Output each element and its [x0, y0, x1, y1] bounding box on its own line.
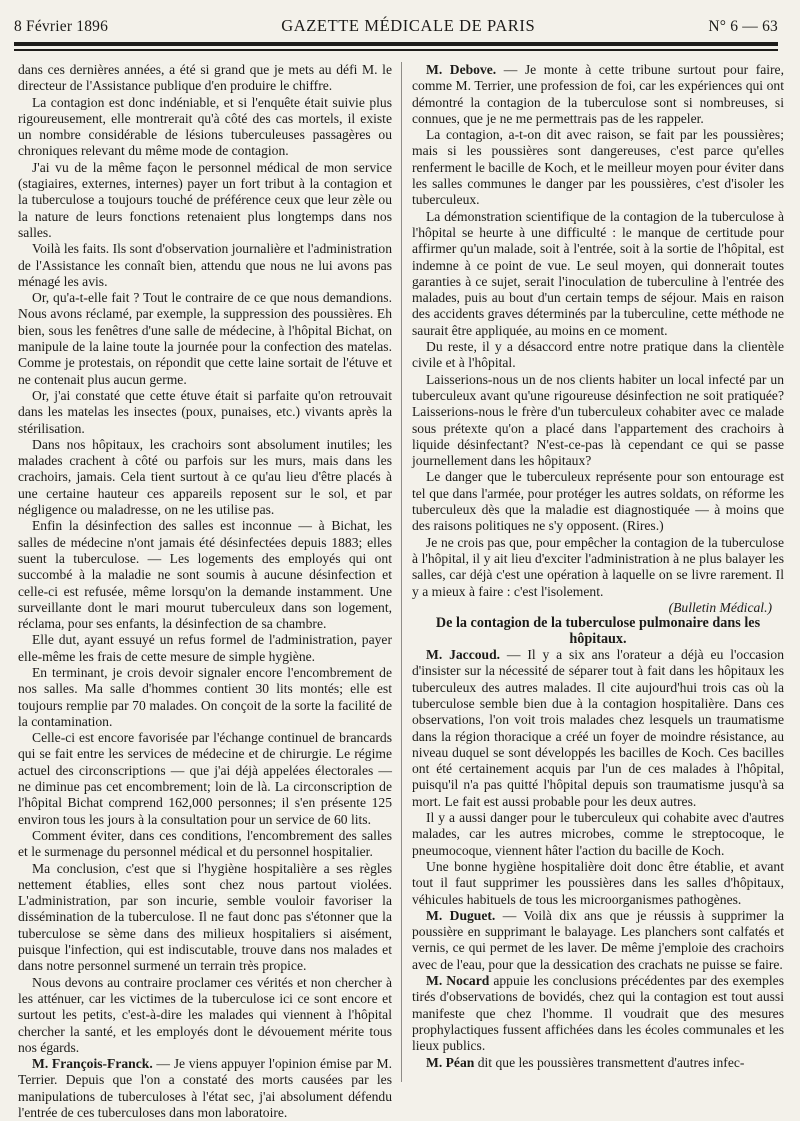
paragraph-text: dans ces dernières années, a été si grand que je mets au défi M. le directeur de l'Assistance publique d'en produire le chiffre.: [18, 62, 392, 94]
header-rule-thick: [14, 42, 778, 46]
paragraph-text: Ma conclusion, c'est que si l'hygiène hospitalière a ses règles nettement établies, elles sont chez nous partout violées. L'administration, par son incurie, semble vouloir favoriser la dissémination de la tuberculose. Il ne faut donc pas s'étonner que la tuberculose se sème dans des milieux hospitaliers si aisément, puisque l'infection, qui est indiscutable, trouve dans nos malades et dans notre personnel surmené un terrain très propice.: [18, 860, 392, 974]
paragraph: [18, 975, 392, 1056]
paragraph-text: Voilà les faits. Ils sont d'observation journalière et l'administration de l'Assistance les connaît bien, attendu que nous ne lui avons pas ménagé les avis.: [18, 241, 392, 289]
speaker-name: M. François-Franck.: [32, 1056, 153, 1072]
paragraph: [412, 908, 784, 973]
paragraph: [18, 1056, 392, 1121]
paragraph-text: Elle dut, ayant essuyé un refus formel de l'administration, payer elle-même les frais de cette mesure de simple hygiène.: [18, 632, 392, 664]
right-column-debove-section: [412, 62, 784, 600]
speaker-name: M. Debove.: [426, 62, 497, 77]
paragraph: [18, 828, 392, 861]
paragraph-text: Laisserions-nous un de nos clients habiter un local infecté par un tuberculeux avant qu'une rigoureuse désinfection ne soit pratiquée? Laisserions-nous le frère d'un tuberculeux cohabiter avec ce malade sous prétexte qu'on a placé dans l'appartement des crachoirs à liquide désinfectant? N'est-ce-pas là cependant ce qui se passe journellement dans les hôpitaux?: [412, 371, 784, 469]
paragraph-text: Or, j'ai constaté que cette étuve était si parfaite qu'on retrouvait dans les matelas les insectes (poux, punaises, etc.) vivants après la stérilisation.: [18, 387, 392, 436]
paragraph-text: — Je viens appuyer l'opinion émise par M. Terrier. Depuis que l'on a constaté des morts causées par les manipulations de tuberculoses à l'état sec, j'ai absolument défendu l'entrée de ces tuberculoses dans mon laboratoire.: [18, 1056, 392, 1120]
speaker-name: M. Duguet.: [426, 907, 496, 923]
paragraph: [18, 437, 392, 518]
section-title: De la contagion de la tuberculose pulmonaire dans les hôpitaux.: [435, 615, 761, 647]
paragraph: [18, 290, 392, 388]
speaker-name: M. Nocard: [426, 973, 490, 989]
page-header: [14, 16, 778, 38]
paragraph-text: Enfin la désinfection des salles est inconnue — à Bichat, les salles de médecine n'ont jamais été désinfectées depuis 1883; elles suent la tuberculose. — Les logements des employés qui ont succombé à la maladie ne sont soumis à aucune désinfection et celle-ci est refusée, même lorsqu'on la demande instamment. Une surveillante dont le mari mourut tuberculeux dans son logement, réclama, pour ses enfants, la désinfection de sa chambre.: [18, 518, 392, 632]
paragraph-text: Dans nos hôpitaux, les crachoirs sont absolument inutiles; les malades crachent à côté ou parfois sur les murs, mais dans les crachoirs, jamais. Cela tient surtout à ce qu'au lieu d'être placés à une certaine hauteur ces appareils reposent sur le sol, et par négligence ou maladresse, on ne les utilise pas.: [18, 436, 392, 518]
speaker-name: M. Jaccoud.: [426, 647, 501, 663]
paragraph: [412, 209, 784, 339]
source-note: (Bulletin Médical.): [668, 599, 772, 615]
paragraph: [412, 1055, 784, 1071]
paragraph: [18, 62, 392, 95]
right-column: [412, 62, 784, 1087]
paragraph: [18, 388, 392, 437]
paragraph-text: La contagion est donc indéniable, et si l'enquête était suivie plus rigoureusement, elle montrerait qu'à côté des cas mortels, il existe un nombre considérable de lésions tuberculeuses passagères ou chroniques relevant du même mode de contagion.: [18, 94, 392, 159]
paragraph: [18, 632, 392, 665]
paragraph-text: Je ne crois pas que, pour empêcher la contagion de la tuberculose à l'hôpital, il y ait lieu d'exciter l'administration à ne plus balayer les salles, car déjà c'est une opération à laquelle on se livre rarement. Il y a mieux à faire : c'est l'isolement.: [412, 534, 784, 599]
paragraph-text: dit que les poussières transmettent d'autres infec-: [474, 1054, 745, 1070]
paragraph-text: Le danger que le tuberculeux représente pour son entourage est tel que dans l'armée, pour protéger les autres soldats, on réforme les tuberculeux dès que la maladie est diagnostiquée — à moins que des raisons politiques ne s'y opposent. (Rires.): [412, 469, 784, 534]
paragraph: [412, 810, 784, 859]
paragraph: [412, 127, 784, 208]
paragraph-text: La démonstration scientifique de la contagion de la tuberculose à l'hôpital se heurte à une difficulté : le manque de certitude pour affirmer qu'un malade, soit à l'entrée, soit à la sortie de l'hôpital, est indemne à ce point de vue. Le seul moyen, qui donnerait toutes garanties à ce sujet, serait l'inoculation de tuberculine à l'entrée des malades, puis au bout d'un certain temps de séjour. Mais en raison des accidents graves déterminés par la tuberculine, cette méthode ne saurait être appliquée, au moins en ce moment.: [412, 208, 784, 338]
paragraph-text: Celle-ci est encore favorisée par l'échange continuel de brancards qui se fait entre les services de médecine et de chirurgie. Le régime actuel des circonscriptions — que j'ai déjà appelées électorales — ne diminue pas cet encombrement; loin de là. La circonscription de l'hôpital Bichat comprend 162,000 personnes; il s'en présente 125 environ tous les jours à la consultation pour un service de 60 lits.: [18, 730, 392, 827]
header-date: 8 Février 1896: [14, 18, 109, 35]
paragraph: [18, 241, 392, 290]
paragraph: [412, 469, 784, 534]
paragraph: [18, 160, 392, 241]
paragraph: [18, 665, 392, 730]
paragraph-text: Nous devons au contraire proclamer ces vérités et non chercher à les atténuer, car les victimes de la tuberculose ici ce sont encore et surtout les petits, c'est-à-dire les malades qui viennent à l'hôpital chercher la santé, et les employés dont le dévouement mérite tous nos égards.: [18, 974, 392, 1055]
paragraph: [18, 518, 392, 632]
paragraph-text: Du reste, il y a désaccord entre notre pratique dans la clientèle civile et à l'hôpital.: [412, 339, 784, 371]
paragraph: [412, 62, 784, 127]
paragraph-text: Or, qu'a-t-elle fait ? Tout le contraire de ce que nous demandions. Nous avons réclamé, par exemple, la suppression des poussières. Eh bien, sous les fenêtres d'une salle de médecine, à l'hôpital Bichat, on manipule de la laine toute la journée pour la confection des matelas. Comme je protestais, on répondit que cette laine sortait de l'étuve et ne contenait plus aucun germe.: [18, 290, 392, 387]
paragraph-text: J'ai vu de la même façon le personnel médical de mon service (stagiaires, externes, internes) payer un fort tribut à la contagion et la tuberculose a toujours touché de préférence ceux que leur zèle ou la nature de leurs fonctions retenaient plus longtemps dans nos salles.: [18, 159, 392, 240]
paragraph: [18, 861, 392, 975]
header-title: GAZETTE MÉDICALE DE PARIS: [281, 16, 536, 35]
paragraph-text: La contagion, a-t-on dit avec raison, se fait par les poussières; mais si les poussières sont dangereuses, c'est parce qu'elles renferment le bacille de Koch, et le meilleur moyen pour éviter dans les salles communes le danger par les poussières, c'est d'isoler les tuberculeux.: [412, 127, 784, 208]
paragraph: [412, 339, 784, 372]
speaker-name: M. Péan: [426, 1054, 475, 1070]
paragraph: [412, 372, 784, 470]
column-divider: [401, 62, 402, 1082]
right-column-contagion-section: [412, 647, 784, 1071]
paragraph-text: — Je monte à cette tribune surtout pour faire, comme M. Terrier, une profession de foi, car les expériences qui ont démontré la contagion de la tuberculose sont si nombreuses, si connues, que je ne me permettrais pas de les rappeler.: [412, 62, 784, 126]
header-page-number: N° 6 — 63: [708, 18, 778, 35]
header-rule-thin: [14, 49, 778, 51]
paragraph: [412, 535, 784, 600]
paragraph-text: En terminant, je crois devoir signaler encore l'encombrement de nos salles. Ma salle d'hommes contient 30 lits montés; elle est toujours remplie par 70 malades. On conçoit de la sorte la facilité de la contamination.: [18, 664, 392, 729]
paragraph: [412, 647, 784, 810]
paragraph: [18, 730, 392, 828]
paragraph-text: — Voilà dix ans que je réussis à supprimer la poussière en supprimant le balayage. Les planchers sont calfatés et vernis, ce qui permet de les laver. De même j'emploie des crachoirs avec de l'eau, pour que la dessication des crachats ne puisse se faire.: [412, 907, 784, 972]
paragraph: [412, 973, 784, 1054]
paragraph-text: appuie les conclusions précédentes par des exemples tirés d'observations de bovidés, chez qui la contagion est tout aussi manifeste que chez l'homme. Il voudrait que des mesures prophylactiques fussent affichées dans les écoles communales et les lieux publics.: [412, 973, 784, 1054]
paragraph-text: Il y a aussi danger pour le tuberculeux qui cohabite avec d'autres malades, car les autres microbes, comme le streptocoque, le pneumocoque, viennent hâter l'action du bacille de Koch.: [412, 810, 784, 858]
paragraph-text: Comment éviter, dans ces conditions, l'encombrement des salles et le surmenage du personnel médical et du personnel hospitalier.: [18, 827, 392, 860]
paragraph-text: — Il y a six ans l'orateur a déjà eu l'occasion d'insister sur la nécessité de séparer tout à fait dans les hôpitaux les tuberculeux des autres malades. Il cite aujourd'hui trois cas où la tuberculose semble bien due à la contagion hospitalière. Dans ces observations, l'on voit trois malades chez lesquels un traumatisme dans la région thoracique a créé un foyer de moindre résistance, au niveau duquel se sont développés les bacilles de Koch. Ces bacilles ont été certainement acquis par l'un de ces malades à l'hôpital, puisqu'il n'a pas quitté l'hôpital depuis son traumatisme jusqu'à sa mort. Le fait est aussi probable pour les deux autres.: [412, 647, 784, 809]
paragraph: [18, 95, 392, 160]
paragraph-text: Une bonne hygiène hospitalière doit donc être établie, et avant tout il faut supprimer les poussières dans les salles d'hôpitaux, véhicules habituels de tous les microorganismes pathogènes.: [412, 858, 784, 907]
left-column: [18, 62, 392, 1120]
paragraph: [412, 859, 784, 908]
